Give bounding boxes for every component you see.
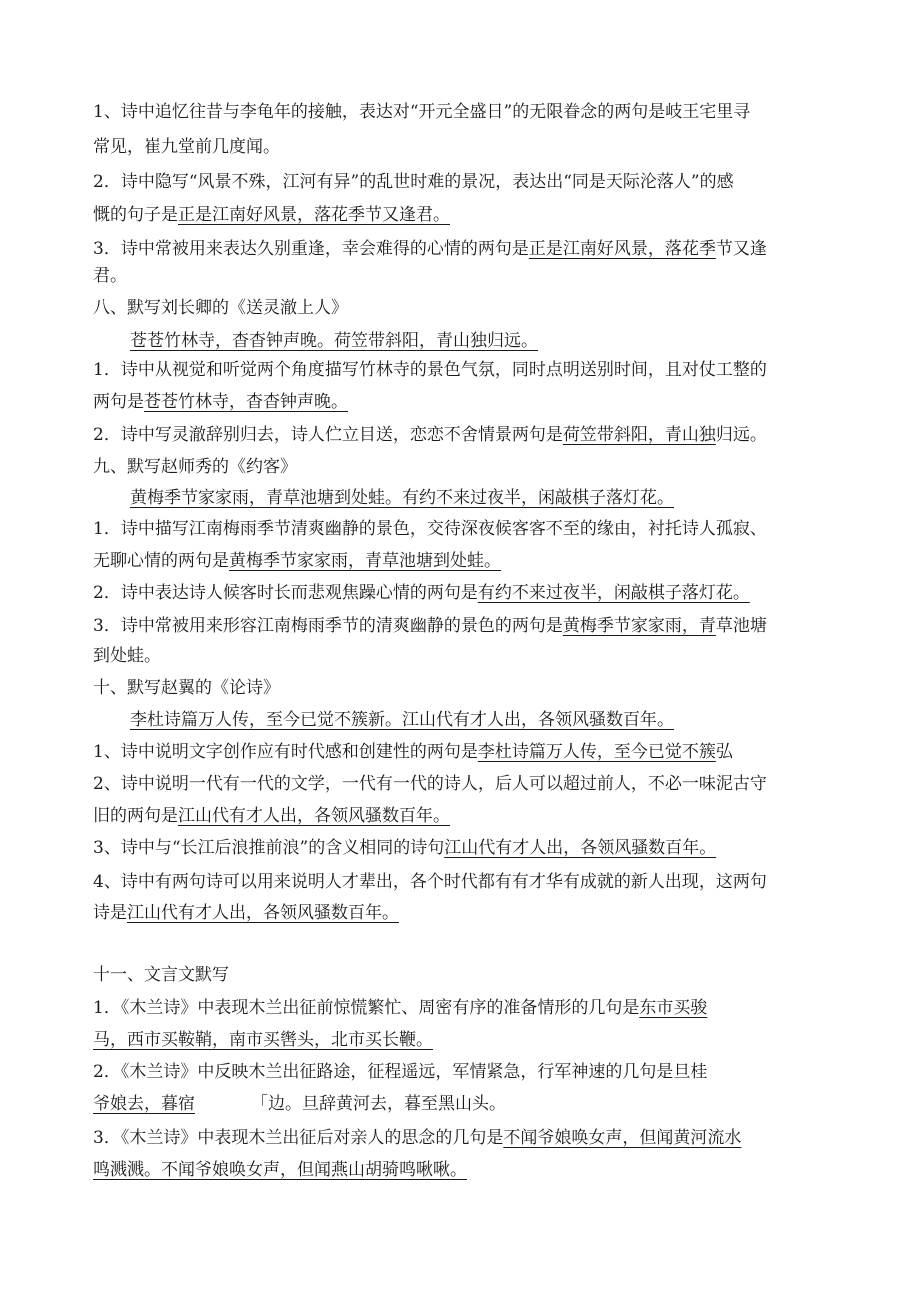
text-line — [93, 237, 833, 261]
underlined-answer: 苍苍竹林寺，杳杳钟声晚。荷笠带斜阳，青山独归远。 — [130, 331, 538, 351]
text-line — [93, 1126, 833, 1150]
underlined-answer: 东市买骏 — [639, 998, 708, 1018]
text-line — [93, 581, 833, 605]
underlined-answer: 有约不来过夜半，闲敲棋子落灯花。 — [477, 583, 750, 603]
line-text: 3、诗中与“长江后浪推前浪”的含义相同的诗句 — [93, 838, 445, 858]
underlined-answer: 正是江南好风景，落花季 — [528, 239, 716, 259]
line-text: 节又逢 — [715, 239, 767, 259]
underlined-answer: 苍苍竹林寺，杳杳钟声晚。 — [144, 392, 348, 412]
line-text: 2．诗中表达诗人候客时长而悲观焦躁心情的两句是 — [93, 583, 478, 603]
text-line — [93, 549, 833, 573]
underlined-answer: 江山代有才人出，各领风骚数百年。 — [127, 903, 399, 923]
text-line — [93, 455, 833, 479]
line-text: 1．诗中从视觉和听觉两个角度描写竹林寺的景色气氛，同时点明送别时间，且对仗工整的 — [93, 360, 767, 380]
underlined-answer: 黄梅季节家家雨，青草池塘到处蛙。有约不来过夜半，闲敲棋子落灯花。 — [130, 488, 674, 508]
text-line — [93, 901, 833, 925]
text-line — [130, 708, 870, 732]
line-text: 九、默写赵师秀的《约客》 — [93, 457, 297, 477]
line-text: 3．《木兰诗》中表现木兰出征后对亲人的思念的几句是 — [93, 1128, 504, 1148]
text-line — [93, 836, 833, 860]
text-line — [93, 804, 833, 828]
text-line — [93, 1028, 833, 1052]
underlined-answer: 荷笠带斜阳，青山独 — [562, 425, 716, 445]
line-text: 2．《木兰诗》中反映木兰出征路途，征程遥远，军情紧急，行军神速的几句是旦桂 — [93, 1062, 708, 1082]
line-text: 君。 — [93, 266, 127, 286]
line-text: 两句是 — [93, 392, 144, 412]
text-line — [93, 296, 833, 320]
line-text: 八、默写刘长卿的《送灵澈上人》 — [93, 298, 348, 318]
underlined-answer: 李杜诗篇万人传，至今已觉不簇新。江山代有才人出，各领风骚数百年。 — [130, 710, 674, 730]
underlined-answer: 江山代有才人出，各领风骚数百年。 — [178, 806, 450, 826]
line-text: 弘 — [715, 742, 733, 762]
line-text: 草池塘 — [715, 616, 767, 636]
text-line — [93, 517, 833, 541]
text-line — [93, 170, 833, 194]
text-line — [93, 772, 833, 796]
underlined-answer: 不闻爷娘唤女声，但闻黄河流水 — [503, 1128, 742, 1148]
line-text: 无聊心情的两句是 — [93, 551, 229, 571]
text-line — [93, 423, 833, 447]
text-line — [93, 676, 833, 700]
text-line — [93, 614, 833, 638]
line-text: 到处蛙。 — [93, 646, 161, 666]
line-text: 1、诗中追忆往昔与李龟年的接触，表达对“开元全盛日”的无限眷念的两句是岐王宅里寻 — [93, 102, 751, 122]
underlined-answer: 黄梅季节家家雨，青 — [562, 616, 716, 636]
text-line — [93, 644, 833, 668]
line-text: 2．诗中隐写“风景不殊，江河有异”的乱世时难的景况，表达出“同是天际沦落人”的感 — [93, 172, 734, 192]
line-text: 旧的两句是 — [93, 806, 178, 826]
text-line — [93, 1092, 833, 1116]
text-line — [93, 264, 833, 288]
line-text: 诗是 — [93, 903, 127, 923]
line-text: 十、默写赵翼的《论诗》 — [93, 678, 280, 698]
line-text: 2、诗中说明一代有一代的文学，一代有一代的诗人，后人可以超过前人，不必一味泥古守 — [93, 774, 767, 794]
text-line — [130, 486, 870, 510]
text-line — [93, 740, 833, 764]
text-line — [93, 1060, 833, 1084]
underlined-answer: 马，西市买鞍鞘，南市买辔头，北市买长鞭。 — [93, 1030, 433, 1050]
text-line — [130, 329, 870, 353]
line-text: 十一、文言文默写 — [93, 965, 229, 985]
line-text: 慨的句子是 — [93, 205, 178, 225]
line-text: 1．《木兰诗》中表现木兰出征前惊慌繁忙、周密有序的准备情形的几句是 — [93, 998, 640, 1018]
text-line — [93, 996, 833, 1020]
text-line — [93, 135, 833, 159]
line-text: 3．诗中常被用来表达久别重逢，幸会难得的心情的两句是 — [93, 239, 529, 259]
underlined-answer: 鸣溅溅。不闻爷娘唤女声，但闻燕山胡骑鸣啾啾。 — [93, 1160, 467, 1180]
text-line — [93, 203, 833, 227]
underlined-answer: 黄梅季节家家雨，青草池塘到处蛙。 — [229, 551, 501, 571]
underlined-answer: 李杜诗篇万人传，至今已觉不簇 — [477, 742, 716, 762]
line-text: 「边。旦辞黄河去，暮至黑山头。 — [251, 1094, 506, 1114]
text-line — [93, 963, 833, 987]
underlined-answer: 正是江南好风景，落花季节又逢君。 — [178, 205, 450, 225]
text-line — [93, 100, 833, 124]
line-text: 常见，崔九堂前几度闻。 — [93, 137, 280, 157]
text-line — [93, 1158, 833, 1182]
line-text: 1、诗中说明文字创作应有时代感和创建性的两句是 — [93, 742, 478, 762]
text-line — [93, 358, 833, 382]
line-text: 2．诗中写灵澈辞别归去，诗人伫立目送，恋恋不舍情景两句是 — [93, 425, 563, 445]
underlined-answer: 江山代有才人出，各领风骚数百年。 — [444, 838, 717, 858]
line-text: 4、诗中有两句诗可以用来说明人才辈出，各个时代都有有才华有成就的新人出现，这两句 — [93, 872, 767, 892]
underlined-answer: 爷娘去，暮宿 — [93, 1094, 195, 1114]
text-line — [93, 390, 833, 414]
line-text: 3．诗中常被用来形容江南梅雨季节的清爽幽静的景色的两句是 — [93, 616, 563, 636]
text-line — [93, 870, 833, 894]
line-text: 1．诗中描写江南梅雨季节清爽幽静的景色，交待深夜候客客不至的缘由，衬托诗人孤寂、 — [93, 519, 767, 539]
line-text: 归远。 — [715, 425, 767, 445]
